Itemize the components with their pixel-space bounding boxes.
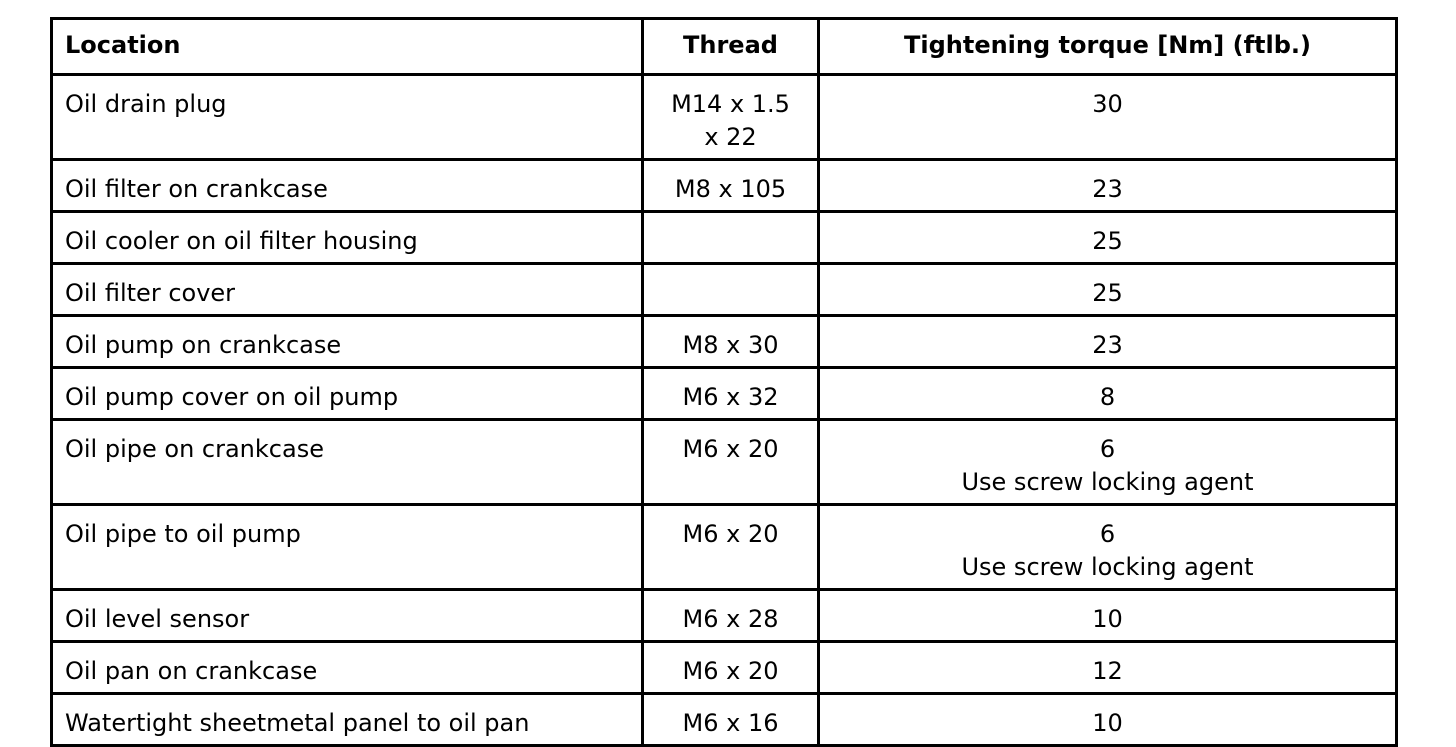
cell-torque: [819, 160, 1397, 212]
table-row: [52, 420, 1397, 505]
header-location: Location: [52, 19, 643, 75]
table-row: [52, 642, 1397, 694]
cell-torque-value: 6: [1099, 520, 1116, 548]
cell-torque: [819, 694, 1397, 746]
table-body: [52, 75, 1397, 746]
cell-torque-value: 30: [1092, 90, 1123, 118]
cell-thread-line: M6 x 16: [682, 709, 779, 737]
cell-thread-line: M6 x 28: [682, 605, 779, 633]
cell-thread: [643, 420, 819, 505]
cell-location: Oil drain plug: [52, 75, 643, 160]
cell-torque-value: 6: [1099, 435, 1116, 463]
cell-location: Oil cooler on oil filter housing: [52, 212, 643, 264]
cell-torque: [819, 75, 1397, 160]
cell-torque: [819, 420, 1397, 505]
cell-location: Oil pump on crankcase: [52, 316, 643, 368]
table-header-row: [52, 19, 1397, 75]
cell-torque: [819, 316, 1397, 368]
cell-thread: [643, 316, 819, 368]
cell-torque: [819, 212, 1397, 264]
cell-location: Oil pan on crankcase: [52, 642, 643, 694]
cell-thread-line: M6 x 20: [682, 657, 779, 685]
cell-thread: [643, 694, 819, 746]
cell-torque-value: 25: [1092, 279, 1123, 307]
cell-location: Oil filter on crankcase: [52, 160, 643, 212]
cell-thread: [643, 264, 819, 316]
cell-thread-line: M6 x 20: [682, 520, 779, 548]
table-row: [52, 264, 1397, 316]
cell-torque: [819, 642, 1397, 694]
cell-torque-value: 10: [1092, 709, 1123, 737]
cell-thread-line: x 22: [704, 123, 757, 151]
cell-torque: [819, 590, 1397, 642]
table-row: [52, 694, 1397, 746]
cell-thread-line: M6 x 32: [682, 383, 779, 411]
table-row: [52, 316, 1397, 368]
cell-thread: [643, 642, 819, 694]
header-torque: Tightening torque [Nm] (ftlb.): [819, 19, 1397, 75]
cell-location: Oil filter cover: [52, 264, 643, 316]
cell-torque-value: 25: [1092, 227, 1123, 255]
cell-location: Watertight sheetmetal panel to oil pan: [52, 694, 643, 746]
table-row: [52, 212, 1397, 264]
cell-thread: [643, 75, 819, 160]
cell-thread-line: M14 x 1.5: [671, 90, 790, 118]
table-row: [52, 75, 1397, 160]
table-row: [52, 505, 1397, 590]
cell-torque-value: 12: [1092, 657, 1123, 685]
torque-table: [50, 17, 1398, 747]
cell-torque: [819, 505, 1397, 590]
cell-torque: [819, 368, 1397, 420]
table-row: [52, 160, 1397, 212]
cell-torque-value: 23: [1092, 331, 1123, 359]
cell-thread-line: M8 x 30: [682, 331, 779, 359]
cell-thread: [643, 590, 819, 642]
cell-location: Oil pipe to oil pump: [52, 505, 643, 590]
cell-location: Oil pump cover on oil pump: [52, 368, 643, 420]
cell-thread: [643, 212, 819, 264]
cell-thread: [643, 160, 819, 212]
cell-torque: [819, 264, 1397, 316]
table-row: [52, 368, 1397, 420]
cell-thread: [643, 505, 819, 590]
table-row: [52, 590, 1397, 642]
cell-location: Oil pipe on crankcase: [52, 420, 643, 505]
cell-location: Oil level sensor: [52, 590, 643, 642]
cell-thread-line: M8 x 105: [674, 175, 787, 203]
cell-torque-note: Use screw locking agent: [961, 553, 1254, 581]
cell-thread: [643, 368, 819, 420]
cell-torque-value: 10: [1092, 605, 1123, 633]
header-thread: Thread: [643, 19, 819, 75]
cell-torque-value: 8: [1099, 383, 1116, 411]
cell-thread-line: M6 x 20: [682, 435, 779, 463]
cell-torque-note: Use screw locking agent: [961, 468, 1254, 496]
cell-torque-value: 23: [1092, 175, 1123, 203]
